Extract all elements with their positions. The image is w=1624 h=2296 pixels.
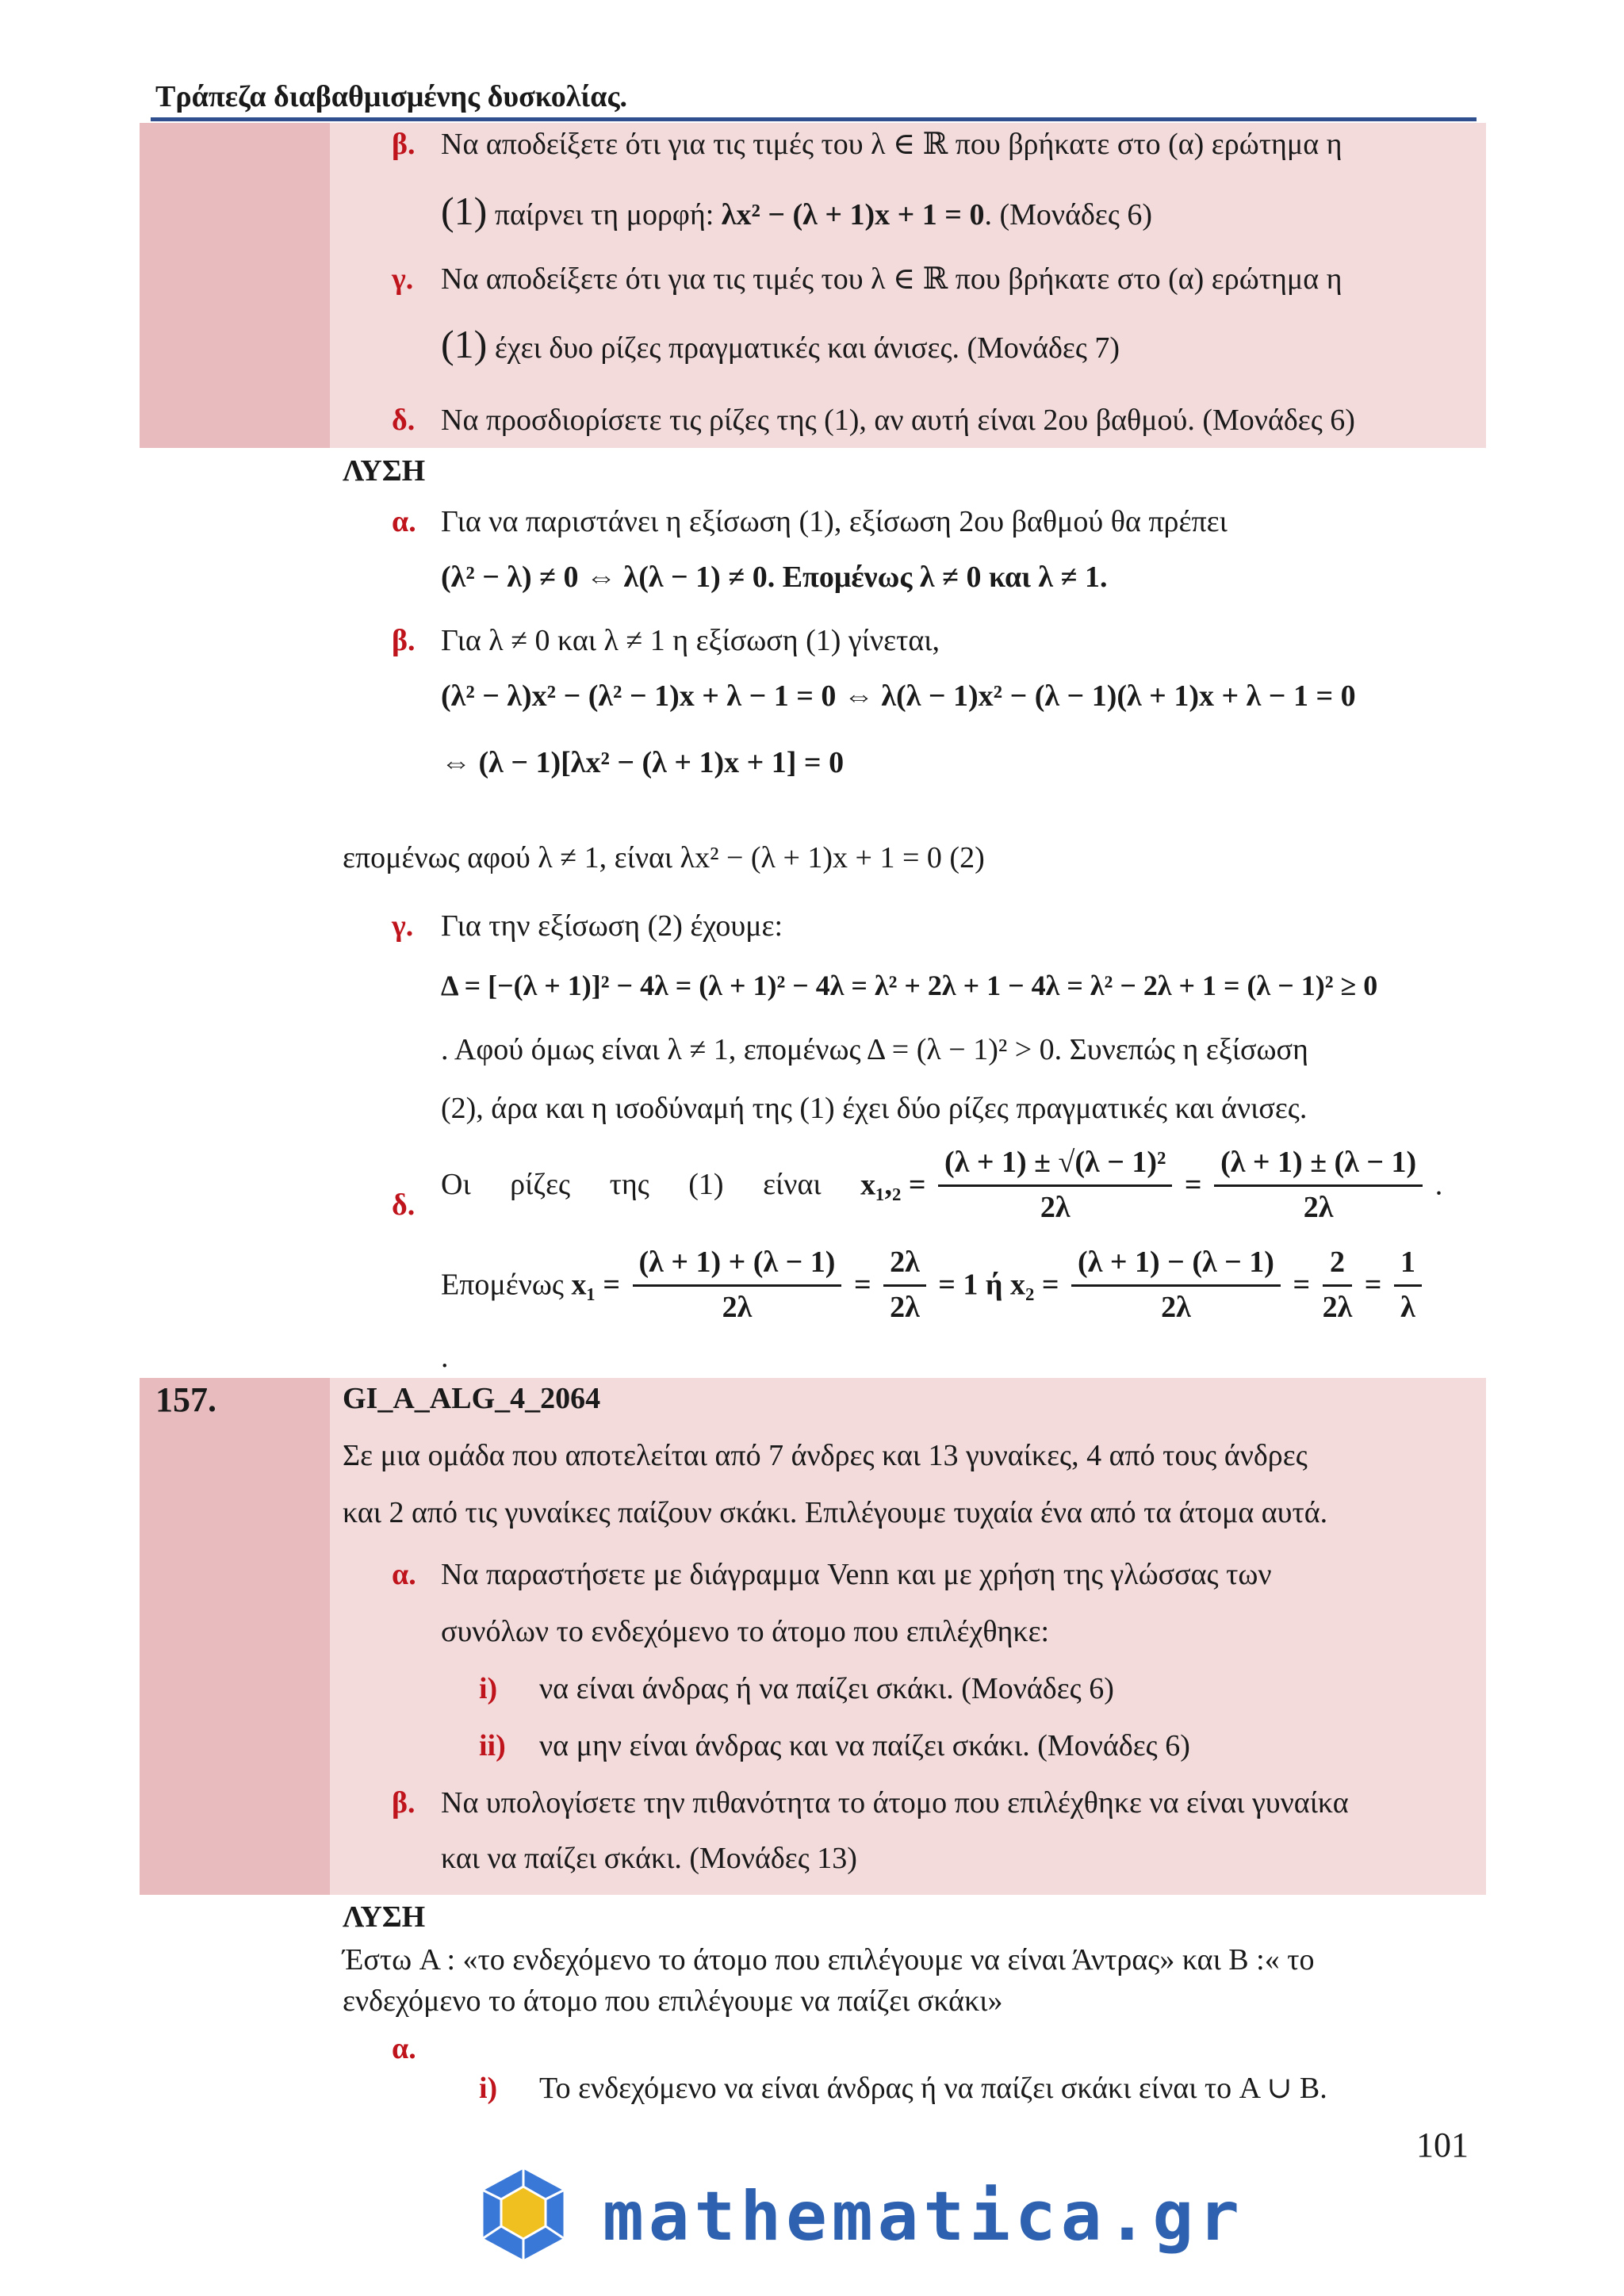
solution-heading: ΛΥΣΗ bbox=[343, 454, 426, 488]
solution-alpha-line2: (λ² − λ) ≠ 0 ⇔ λ(λ − 1) ≠ 0. Επομένως λ ≠ 0 και λ ≠ 1. bbox=[441, 561, 1108, 594]
solution-beta-line2: (λ² − λ)x² − (λ² − 1)x + λ − 1 = 0 ⇔ λ(λ − 1)x² − (λ − 1)(λ + 1)x + λ − 1 = 0 bbox=[441, 679, 1356, 713]
problem157-ii-marker: ii) bbox=[479, 1729, 506, 1762]
solution-gamma-line4: (2), άρα και η ισοδύναμή της (1) έχει δύο ρίζες πραγματικές και άνισες. bbox=[441, 1092, 1308, 1125]
part-beta-marker: β. bbox=[392, 128, 416, 161]
problem157-i-text: να είναι άνδρας ή να παίζει σκάκι. (Μονάδες 6) bbox=[539, 1672, 1114, 1705]
problem157-band-left bbox=[140, 1378, 330, 1895]
problem157-beta-line1: Να υπολογίσετε την πιθανότητα το άτομο που επιλέχθηκε να είναι γυναίκα bbox=[441, 1786, 1349, 1820]
problem157-line1: Σε μια ομάδα που αποτελείται από 7 άνδρες και 13 γυναίκες, 4 από τους άνδρες bbox=[343, 1439, 1308, 1472]
site-logo[interactable] bbox=[468, 2163, 1244, 2266]
solution157-i-marker: i) bbox=[479, 2072, 498, 2105]
solution-alpha-marker: α. bbox=[392, 505, 416, 538]
problem157-alpha-line1: Να παραστήσετε με διάγραμμα Venn και με χρήση της γλώσσας των bbox=[441, 1558, 1272, 1591]
solution-gamma-line2: Δ = [−(λ + 1)]² − 4λ = (λ + 1)² − 4λ = λ² + 2λ + 1 − 4λ = λ² − 2λ + 1 = (λ − 1)² ≥ 0 bbox=[441, 970, 1378, 1001]
problem157-beta-line2: και να παίζει σκάκι. (Μονάδες 13) bbox=[441, 1842, 857, 1875]
problem-band-left bbox=[140, 123, 330, 448]
problem157-line2: και 2 από τις γυναίκες παίζουν σκάκι. Επιλέγουμε τυχαία ένα από τα άτομα αυτά. bbox=[343, 1496, 1328, 1529]
solution-gamma-line3: . Αφού όμως είναι λ ≠ 1, επομένως Δ = (λ − 1)² > 0. Συνεπώς η εξίσωση bbox=[441, 1033, 1308, 1066]
solution157-i-text: Το ενδεχόμενο να είναι άνδρας ή να παίζει σκάκι είναι το A ∪ B. bbox=[539, 2072, 1327, 2105]
header-rule bbox=[151, 117, 1477, 121]
logo-text: mathematica.gr bbox=[603, 2177, 1244, 2256]
part-delta-marker: δ. bbox=[392, 404, 416, 437]
part-beta-line1: Να αποδείξετε ότι για τις τιμές του λ ∈ ℝ που βρήκατε στο (α) ερώτημα η bbox=[441, 128, 1342, 161]
solution157-alpha-marker: α. bbox=[392, 2032, 416, 2065]
problem-code: GI_A_ALG_4_2064 bbox=[343, 1382, 601, 1415]
solution-delta-roots: Οι ρίζες της (1) είναι x₁,₂ = $\frac{\text{(λ + 1) ± √(λ − 1)²}}{2\lambda}$ = $\frac{(\lambda + 1) \pm (\lambda - 1)}{2\lambda}$ . bbox=[441, 1146, 1443, 1224]
solution-so-line: επομένως αφού λ ≠ 1, είναι λx² − (λ + 1)x + 1 = 0 (2) bbox=[343, 841, 985, 874]
solution157-line2: ενδεχόμενο το άτομο που επιλέγουμε να παίζει σκάκι» bbox=[343, 1984, 1003, 2018]
part-delta-line: Να προσδιορίσετε τις ρίζες της (1), αν αυτή είναι 2ου βαθμού. (Μονάδες 6) bbox=[441, 404, 1355, 437]
page-header-title: Τράπεζα διαβαθμισμένης δυσκολίας. bbox=[155, 80, 627, 113]
problem157-beta-marker: β. bbox=[392, 1786, 416, 1820]
part-gamma-line1: Να αποδείξετε ότι για τις τιμές του λ ∈ ℝ που βρήκατε στο (α) ερώτημα η bbox=[441, 262, 1342, 296]
problem157-ii-text: να μην είναι άνδρας και να παίζει σκάκι. (Μονάδες 6) bbox=[539, 1729, 1190, 1762]
solution-beta-line1: Για λ ≠ 0 και λ ≠ 1 η εξίσωση (1) γίνεται, bbox=[441, 624, 940, 657]
solution-gamma-marker: γ. bbox=[392, 909, 414, 943]
polyhedron-icon bbox=[468, 2163, 579, 2266]
problem157-alpha-line2: συνόλων το ενδεχόμενο το άτομο που επιλέχθηκε: bbox=[441, 1615, 1050, 1648]
solution-alpha-line1: Για να παριστάνει η εξίσωση (1), εξίσωση 2ου βαθμού θα πρέπει bbox=[441, 505, 1228, 538]
solution-beta-marker: β. bbox=[392, 624, 416, 657]
solution-gamma-line1: Για την εξίσωση (2) έχουμε: bbox=[441, 909, 783, 943]
solution-beta-line3: ⇔ (λ − 1)[λx² − (λ + 1)x + 1] = 0 bbox=[441, 746, 845, 779]
page-number: 101 bbox=[1416, 2126, 1469, 2164]
problem157-i-marker: i) bbox=[479, 1672, 498, 1705]
solution-delta-results: Επομένως x₁ = $\frac{(\lambda + 1) + (\lambda - 1)}{2\lambda}$ = $\frac{2\lambda}{2\lambda}$ = 1 ή x₂ = $\frac{(\lambda + 1) - (\lambda - 1)}{2\lambda}$ = $\frac{2}{2\lambda}$ = $\frac{1}{\lambda}$ bbox=[441, 1245, 1427, 1326]
part-gamma-marker: γ. bbox=[392, 262, 414, 296]
part-gamma-line2: (1) έχει δυο ρίζες πραγματικές και άνισες. (Μονάδες 7) bbox=[441, 322, 1120, 366]
solution157-heading: ΛΥΣΗ bbox=[343, 1900, 426, 1934]
problem157-alpha-marker: α. bbox=[392, 1558, 416, 1591]
problem-number: 157. bbox=[155, 1380, 216, 1419]
solution157-line1: Έστω A : «το ενδεχόμενο το άτομο που επιλέγουμε να είναι Άντρας» και B :« το bbox=[343, 1943, 1315, 1976]
solution-delta-dot: . bbox=[441, 1341, 449, 1374]
part-beta-line2: (1) παίρνει τη μορφή: λx² − (λ + 1)x + 1 = 0. (Μονάδες 6) bbox=[441, 189, 1153, 233]
solution-delta-marker: δ. bbox=[392, 1188, 416, 1222]
